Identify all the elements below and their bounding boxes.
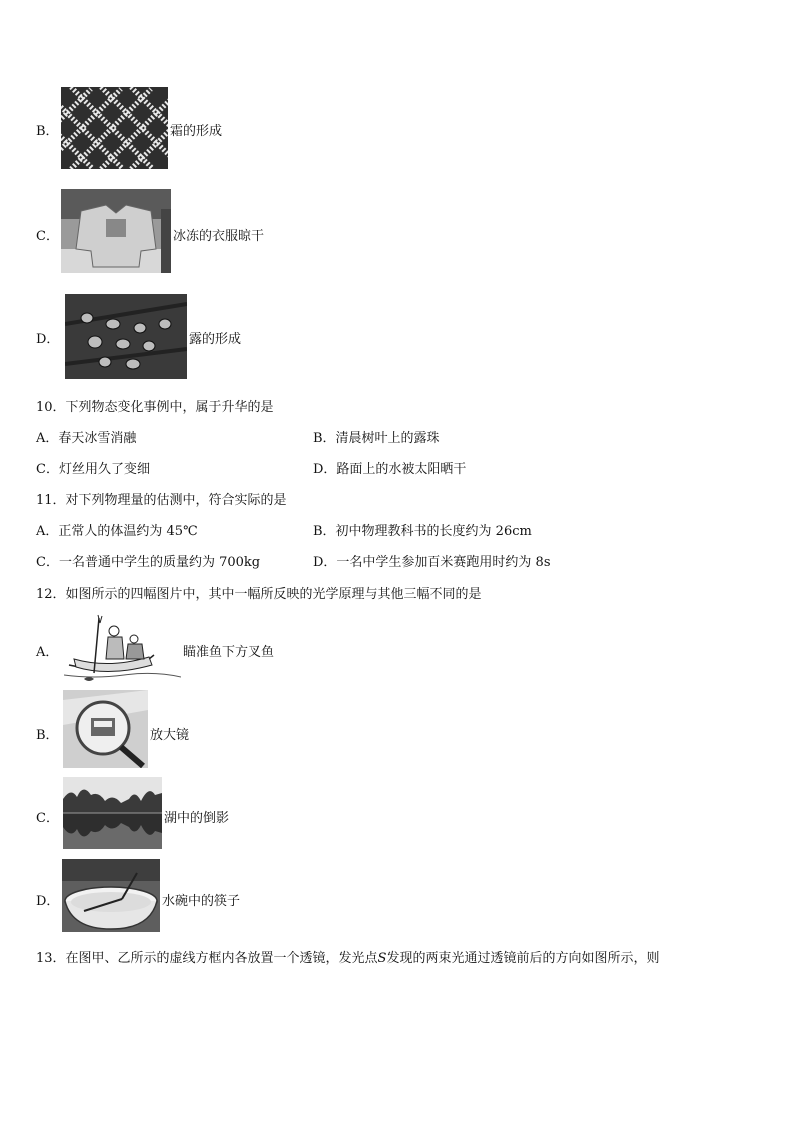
q11-choice-c: C．一名普通中学生的质量约为 700kg	[36, 555, 261, 570]
option-letter: D．	[36, 332, 60, 347]
option-letter: D．	[36, 894, 60, 909]
option-letter: C．	[36, 811, 59, 826]
dew-photo	[65, 294, 187, 379]
option-letter: B．	[36, 124, 59, 139]
frost-photo	[61, 87, 168, 169]
option-caption: 水碗中的筷子	[162, 894, 241, 909]
option-letter: C．	[36, 229, 59, 244]
question-10-stem: 10．下列物态变化事例中，属于升华的是	[36, 400, 274, 415]
q11-choice-a: A．正常人的体温约为 45℃	[36, 524, 198, 539]
fish-spearing-drawing	[64, 613, 181, 686]
q10-choice-d: D．路面上的水被太阳晒干	[313, 462, 467, 477]
q11-choice-d: D．一名中学生参加百米赛跑用时约为 8s	[313, 555, 551, 570]
q13-stem-part2: 发现的两束光通过透镜前后的方向如图所示，则	[386, 951, 660, 966]
option-caption: 湖中的倒影	[164, 811, 230, 826]
q11-choice-b: B．初中物理教科书的长度约为 26cm	[313, 524, 532, 539]
option-letter: B．	[36, 728, 59, 743]
question-12-stem: 12．如图所示的四幅图片中，其中一幅所反映的光学原理与其他三幅不同的是	[36, 587, 482, 602]
option-letter: A．	[36, 645, 59, 660]
question-13-stem	[36, 947, 659, 966]
chopsticks-in-bowl-photo	[62, 859, 160, 932]
magnifier-photo	[63, 690, 148, 768]
option-caption: 瞄准鱼下方叉鱼	[183, 645, 275, 660]
q13-stem-part1: 13．在图甲、乙所示的虚线方框内各放置一个透镜，发光点	[36, 951, 378, 966]
q10-choice-c: C．灯丝用久了变细	[36, 462, 150, 477]
option-caption: 放大镜	[150, 728, 190, 743]
frozen-clothes-photo	[61, 189, 171, 273]
option-caption: 冰冻的衣服晾干	[173, 229, 265, 244]
lake-reflection-photo	[63, 777, 162, 849]
q10-choice-b: B．清晨树叶上的露珠	[313, 431, 440, 446]
option-caption: 露的形成	[189, 332, 242, 347]
option-caption: 霜的形成	[170, 124, 223, 139]
q10-choice-a: A．春天冰雪消融	[36, 431, 137, 446]
q13-point-s: S	[377, 951, 387, 966]
question-11-stem: 11．对下列物理量的估测中，符合实际的是	[36, 493, 287, 508]
